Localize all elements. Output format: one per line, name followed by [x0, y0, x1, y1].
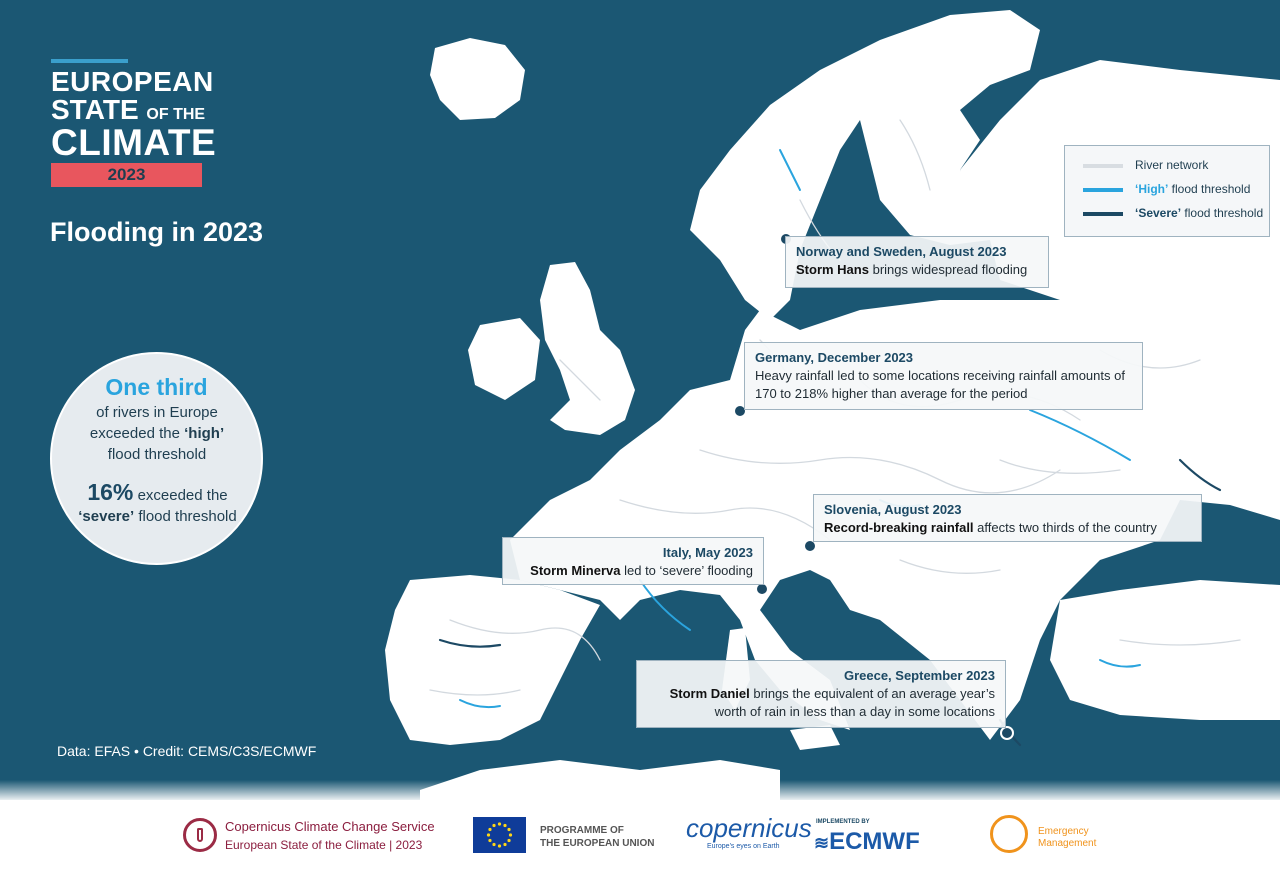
eu-star [492, 843, 495, 846]
eu-star [488, 839, 491, 842]
stat-high-post: flood threshold [107, 446, 207, 463]
callout-greece-head: Greece, September 2023 [843, 668, 995, 683]
callout-germany-head: Germany, December 2023 [755, 350, 914, 365]
copernicus-logo: copernicus [686, 813, 812, 843]
copernicus-wordmark: opernicus [699, 813, 812, 843]
copernicus-tagline: Europe's eyes on Earth [707, 843, 780, 850]
stat-severe-bold: ‘severe’ [78, 508, 135, 525]
data-credit: Data: EFAS • Credit: CEMS/C3S/ECMWF [57, 743, 317, 759]
land-turkey [1050, 580, 1280, 720]
c3s-name: Copernicus Climate Change Service [225, 819, 435, 834]
callout-slovenia-body [824, 519, 1191, 537]
map-legend [1064, 145, 1270, 237]
callout-slovenia-text: affects two thirds of the country [977, 520, 1157, 535]
eu-star [488, 828, 491, 831]
stat-severe-text [70, 479, 245, 527]
legend-label-high [1135, 182, 1250, 196]
title-line-1: EUROPEAN [51, 66, 214, 97]
callout-norway-head: Norway and Sweden, August 2023 [796, 244, 1007, 259]
eu-programme-text [540, 824, 654, 850]
eu-star [492, 824, 495, 827]
legend-label-severe-bold: ‘Severe’ [1135, 206, 1182, 220]
title-line-2 [51, 96, 216, 124]
stat-high-bold: ‘high’ [184, 425, 225, 442]
callout-greece [636, 660, 1006, 728]
callout-italy [502, 537, 764, 585]
eu-star [507, 839, 510, 842]
title-line-2-small: OF THE [146, 106, 206, 123]
callout-italy-head: Italy, May 2023 [662, 545, 753, 560]
legend-label-severe-text: flood threshold [1184, 206, 1264, 220]
legend-swatch-river [1083, 164, 1123, 168]
callout-greece-text: brings the equivalent of an average year’s worth of rain in less than a day in some locations [714, 686, 995, 719]
eu-star [487, 833, 490, 836]
ecmwf-waves-icon: ≋ [814, 833, 830, 853]
title-accent-bar [51, 59, 128, 63]
ecmwf-implemented-by: IMPLEMENTED BY [816, 819, 870, 825]
title-line-2-word: STATE [51, 94, 139, 125]
callout-greece-bold: Storm Daniel [669, 686, 750, 701]
em-line-1: Emergency [1038, 826, 1089, 837]
callout-italy-text: led to ‘severe’ flooding [624, 563, 753, 578]
title-line-3: CLIMATE [51, 122, 217, 163]
eu-star [509, 833, 512, 836]
emergency-management-icon [990, 815, 1028, 853]
callout-norway-text: brings widespread flooding [872, 262, 1028, 277]
statistics-circle [50, 352, 263, 565]
stat-high-text [72, 402, 242, 465]
callout-germany [744, 342, 1143, 410]
eu-line-2: THE EUROPEAN UNION [540, 838, 655, 849]
legend-swatch-severe [1083, 212, 1123, 216]
stat-one-third: One third [105, 374, 208, 400]
year-badge: 2023 [51, 163, 202, 187]
emergency-management-text [1038, 826, 1096, 850]
marker-greece [1000, 726, 1014, 740]
thermometer-icon [183, 818, 217, 852]
eu-star [507, 828, 510, 831]
page-subtitle: Flooding in 2023 [50, 217, 264, 247]
c3s-subtitle: European State of the Climate | 2023 [225, 838, 423, 852]
legend-swatch-high [1083, 188, 1123, 192]
callout-norway-bold: Storm Hans [796, 262, 869, 277]
callout-slovenia-head: Slovenia, August 2023 [824, 502, 962, 517]
eu-star [503, 824, 506, 827]
em-line-2: Management [1038, 838, 1097, 849]
stat-severe-post: flood threshold [138, 508, 237, 525]
callout-germany-body: Heavy rainfall led to some locations receiving rainfall amounts of 170 to 218% higher than average for the period [755, 368, 1125, 401]
eu-flag-icon [473, 817, 526, 853]
callout-slovenia-bold: Record-breaking rainfall [824, 520, 974, 535]
map-fade [0, 780, 1280, 802]
stat-high-pre: of rivers in Europe exceeded the [89, 404, 218, 442]
callout-greece-body [647, 685, 995, 721]
eu-star [498, 844, 501, 847]
ecmwf-logo [814, 828, 920, 856]
report-title [51, 68, 216, 161]
stat-sixteen-percent: 16% [87, 479, 134, 505]
legend-label-high-text: flood threshold [1171, 182, 1251, 196]
callout-italy-bold: Storm Minerva [530, 563, 621, 578]
eu-line-1: PROGRAMME OF [540, 825, 624, 836]
eu-star [503, 843, 506, 846]
legend-label-high-bold: ‘High’ [1135, 182, 1169, 196]
ecmwf-wordmark: ECMWF [829, 828, 920, 855]
callout-norway-body [796, 261, 1038, 279]
callout-slovenia [813, 494, 1202, 542]
legend-label-river: River network [1135, 158, 1209, 172]
legend-label-severe [1135, 206, 1263, 220]
stat-severe-pre: exceeded the [137, 487, 228, 504]
callout-norway-sweden [785, 236, 1049, 288]
callout-italy-body [513, 562, 753, 580]
eu-star [498, 822, 501, 825]
